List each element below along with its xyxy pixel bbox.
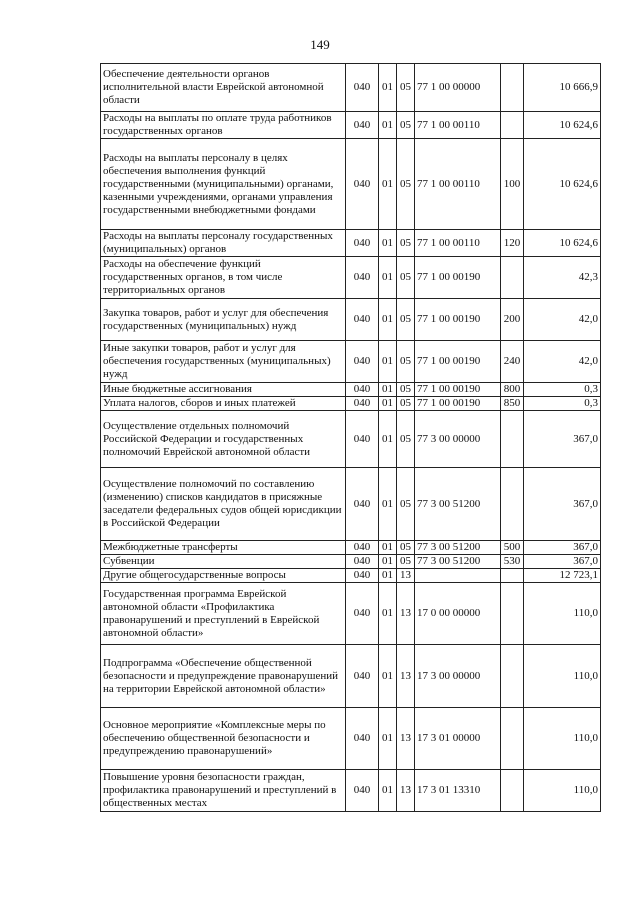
row-name: Межбюджетные трансферты <box>101 541 346 555</box>
subsection-code: 05 <box>397 112 415 139</box>
table-row <box>101 383 601 397</box>
admin-code: 040 <box>346 299 379 341</box>
amount: 10 624,6 <box>524 139 601 230</box>
target-code: 77 3 00 51200 <box>415 555 501 569</box>
table-row <box>101 468 601 541</box>
amount: 110,0 <box>524 583 601 645</box>
subsection-code: 05 <box>397 299 415 341</box>
table-row <box>101 397 601 411</box>
target-code: 77 3 00 00000 <box>415 411 501 468</box>
expense-type-code <box>501 468 524 541</box>
subsection-code: 13 <box>397 569 415 583</box>
amount: 10 624,6 <box>524 112 601 139</box>
section-code: 01 <box>379 383 397 397</box>
target-code: 17 3 01 13310 <box>415 770 501 812</box>
budget-table <box>100 63 601 812</box>
amount: 110,0 <box>524 645 601 708</box>
table-row <box>101 770 601 812</box>
row-name: Субвенции <box>101 555 346 569</box>
section-code: 01 <box>379 411 397 468</box>
admin-code: 040 <box>346 770 379 812</box>
expense-type-code: 800 <box>501 383 524 397</box>
expense-type-code: 530 <box>501 555 524 569</box>
row-name: Государственная программа Еврейской автономной области «Профилактика правонарушений и преступлений в Еврейской автономной области» <box>101 583 346 645</box>
target-code: 17 0 00 00000 <box>415 583 501 645</box>
expense-type-code: 850 <box>501 397 524 411</box>
subsection-code: 05 <box>397 257 415 299</box>
target-code: 77 3 00 51200 <box>415 541 501 555</box>
row-name: Повышение уровня безопасности граждан, профилактика правонарушений и преступлений в общественных местах <box>101 770 346 812</box>
table-row <box>101 230 601 257</box>
section-code: 01 <box>379 708 397 770</box>
section-code: 01 <box>379 299 397 341</box>
target-code: 77 1 00 00190 <box>415 257 501 299</box>
section-code: 01 <box>379 468 397 541</box>
row-name: Осуществление полномочий по составлению (изменению) списков кандидатов в присяжные заседатели федеральных судов общей юрисдикции в Российской Федерации <box>101 468 346 541</box>
section-code: 01 <box>379 569 397 583</box>
row-name: Обеспечение деятельности органов исполнительной власти Еврейской автономной области <box>101 64 346 112</box>
amount: 367,0 <box>524 468 601 541</box>
row-name: Расходы на выплаты персоналу государственных (муниципальных) органов <box>101 230 346 257</box>
table-row <box>101 139 601 230</box>
row-name: Расходы на выплаты по оплате труда работников государственных органов <box>101 112 346 139</box>
table-row <box>101 299 601 341</box>
subsection-code: 05 <box>397 397 415 411</box>
target-code: 77 3 00 51200 <box>415 468 501 541</box>
table-row <box>101 555 601 569</box>
expense-type-code: 120 <box>501 230 524 257</box>
expense-type-code <box>501 411 524 468</box>
row-name: Осуществление отдельных полномочий Российской Федерации и государственных полномочий Еврейской автономной области <box>101 411 346 468</box>
row-name: Расходы на выплаты персоналу в целях обеспечения выполнения функций государственными (муниципальными) органами, казенными учреждениями, органами управления государственными внебюджетными фондами <box>101 139 346 230</box>
expense-type-code <box>501 112 524 139</box>
section-code: 01 <box>379 230 397 257</box>
table-row <box>101 645 601 708</box>
expense-type-code <box>501 770 524 812</box>
admin-code: 040 <box>346 64 379 112</box>
admin-code: 040 <box>346 383 379 397</box>
expense-type-code <box>501 257 524 299</box>
row-name: Иные закупки товаров, работ и услуг для обеспечения государственных (муниципальных) нужд <box>101 341 346 383</box>
amount: 367,0 <box>524 555 601 569</box>
target-code: 17 3 00 00000 <box>415 645 501 708</box>
amount: 10 624,6 <box>524 230 601 257</box>
subsection-code: 05 <box>397 468 415 541</box>
subsection-code: 13 <box>397 770 415 812</box>
target-code: 77 1 00 00190 <box>415 397 501 411</box>
section-code: 01 <box>379 583 397 645</box>
row-name: Основное мероприятие «Комплексные меры по обеспечению общественной безопасности и предупреждению правонарушений» <box>101 708 346 770</box>
row-name: Уплата налогов, сборов и иных платежей <box>101 397 346 411</box>
subsection-code: 05 <box>397 64 415 112</box>
table-row <box>101 64 601 112</box>
amount: 0,3 <box>524 383 601 397</box>
target-code: 77 1 00 00190 <box>415 299 501 341</box>
admin-code: 040 <box>346 230 379 257</box>
subsection-code: 05 <box>397 383 415 397</box>
subsection-code: 05 <box>397 541 415 555</box>
section-code: 01 <box>379 64 397 112</box>
target-code: 17 3 01 00000 <box>415 708 501 770</box>
expense-type-code <box>501 708 524 770</box>
table-row <box>101 583 601 645</box>
expense-type-code: 240 <box>501 341 524 383</box>
subsection-code: 05 <box>397 555 415 569</box>
section-code: 01 <box>379 139 397 230</box>
admin-code: 040 <box>346 112 379 139</box>
expense-type-code: 100 <box>501 139 524 230</box>
amount: 12 723,1 <box>524 569 601 583</box>
amount: 367,0 <box>524 541 601 555</box>
admin-code: 040 <box>346 645 379 708</box>
expense-type-code: 200 <box>501 299 524 341</box>
admin-code: 040 <box>346 541 379 555</box>
admin-code: 040 <box>346 555 379 569</box>
amount: 110,0 <box>524 770 601 812</box>
admin-code: 040 <box>346 468 379 541</box>
table-row <box>101 411 601 468</box>
target-code: 77 1 00 00190 <box>415 341 501 383</box>
subsection-code: 05 <box>397 230 415 257</box>
admin-code: 040 <box>346 397 379 411</box>
row-name: Подпрограмма «Обеспечение общественной безопасности и предупреждение правонарушений на территории Еврейской автономной области» <box>101 645 346 708</box>
target-code <box>415 569 501 583</box>
subsection-code: 05 <box>397 411 415 468</box>
row-name: Другие общегосударственные вопросы <box>101 569 346 583</box>
page-number: 149 <box>310 37 330 52</box>
section-code: 01 <box>379 341 397 383</box>
section-code: 01 <box>379 541 397 555</box>
expense-type-code <box>501 569 524 583</box>
section-code: 01 <box>379 645 397 708</box>
expense-type-code: 500 <box>501 541 524 555</box>
admin-code: 040 <box>346 257 379 299</box>
subsection-code: 05 <box>397 341 415 383</box>
expense-type-code <box>501 64 524 112</box>
amount: 42,3 <box>524 257 601 299</box>
table-row <box>101 541 601 555</box>
amount: 367,0 <box>524 411 601 468</box>
section-code: 01 <box>379 112 397 139</box>
target-code: 77 1 00 00000 <box>415 64 501 112</box>
table-row <box>101 112 601 139</box>
subsection-code: 13 <box>397 645 415 708</box>
amount: 42,0 <box>524 341 601 383</box>
table-row <box>101 341 601 383</box>
target-code: 77 1 00 00110 <box>415 230 501 257</box>
section-code: 01 <box>379 257 397 299</box>
section-code: 01 <box>379 555 397 569</box>
amount: 110,0 <box>524 708 601 770</box>
subsection-code: 13 <box>397 708 415 770</box>
subsection-code: 13 <box>397 583 415 645</box>
admin-code: 040 <box>346 411 379 468</box>
admin-code: 040 <box>346 569 379 583</box>
amount: 42,0 <box>524 299 601 341</box>
expense-type-code <box>501 583 524 645</box>
row-name: Закупка товаров, работ и услуг для обеспечения государственных (муниципальных) нужд <box>101 299 346 341</box>
target-code: 77 1 00 00110 <box>415 112 501 139</box>
amount: 10 666,9 <box>524 64 601 112</box>
row-name: Иные бюджетные ассигнования <box>101 383 346 397</box>
section-code: 01 <box>379 770 397 812</box>
table-row <box>101 257 601 299</box>
expense-type-code <box>501 645 524 708</box>
amount: 0,3 <box>524 397 601 411</box>
admin-code: 040 <box>346 341 379 383</box>
target-code: 77 1 00 00190 <box>415 383 501 397</box>
admin-code: 040 <box>346 708 379 770</box>
table-row <box>101 569 601 583</box>
admin-code: 040 <box>346 139 379 230</box>
admin-code: 040 <box>346 583 379 645</box>
section-code: 01 <box>379 397 397 411</box>
table-row <box>101 708 601 770</box>
target-code: 77 1 00 00110 <box>415 139 501 230</box>
subsection-code: 05 <box>397 139 415 230</box>
row-name: Расходы на обеспечение функций государственных органов, в том числе территориальных органов <box>101 257 346 299</box>
